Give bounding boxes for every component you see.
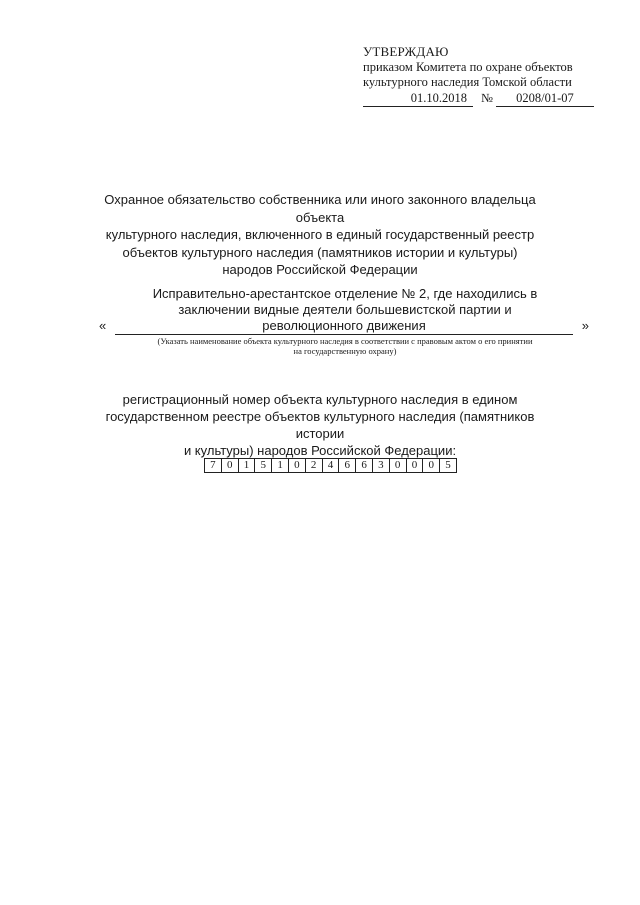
approval-number-sign: №: [481, 90, 493, 105]
registration-line-3: и культуры) народов Российской Федерации:: [183, 443, 457, 458]
note-line-1: (Указать наименование объекта культурного наследия в соответствии с правовым актом о его принятии: [157, 336, 533, 346]
quote-open: «: [99, 318, 107, 333]
document-title: [80, 191, 560, 279]
object-name-line-3: революционного движения: [115, 318, 573, 335]
digit-cell: 1: [272, 459, 289, 473]
digit-cell: 6: [356, 459, 373, 473]
digit-cell: 2: [306, 459, 323, 473]
approval-line-1: приказом Комитета по охране объектов: [363, 59, 573, 74]
digit-cell: 4: [323, 459, 340, 473]
digit-cell: 0: [423, 459, 440, 473]
approval-date: 01.10.2018: [363, 91, 473, 108]
object-name-line-1: Исправительно-арестантское отделение № 2, где находились в: [152, 286, 538, 301]
registration-text: [80, 391, 560, 459]
title-line-2: культурного наследия, включенного в единый государственный реестр: [105, 227, 535, 242]
approval-date-number-row: [363, 91, 603, 107]
title-line-4: народов Российской Федерации: [222, 262, 418, 277]
digit-cell: 3: [373, 459, 390, 473]
digit-cell: 0: [390, 459, 407, 473]
object-name-line-2: заключении видные деятели большевистской партии и: [178, 302, 512, 317]
digit-cell: 0: [222, 459, 239, 473]
registration-line-1: регистрационный номер объекта культурного наследия в едином: [122, 392, 518, 407]
note-line-2: на государственную охрану): [293, 346, 397, 356]
digit-cell: 0: [407, 459, 424, 473]
title-line-1: Охранное обязательство собственника или иного законного владельца объекта: [104, 192, 536, 225]
digit-cell: 5: [440, 459, 457, 473]
object-name-note: [95, 336, 595, 356]
digit-cell: 0: [289, 459, 306, 473]
digit-cell: 7: [205, 459, 222, 473]
digit-cell: 1: [239, 459, 256, 473]
approval-line-2: культурного наследия Томской области: [363, 75, 572, 89]
object-name-block: [95, 286, 595, 356]
registration-line-2: государственном реестре объектов культурного наследия (памятников истории: [105, 409, 535, 441]
digit-cell: 6: [339, 459, 356, 473]
quote-close: »: [581, 318, 589, 333]
approval-block: [363, 44, 603, 107]
object-name-underlined-row: [95, 318, 595, 335]
approval-number: 0208/01-07: [496, 91, 594, 108]
approval-heading: УТВЕРЖДАЮ: [363, 44, 449, 59]
title-line-3: объектов культурного наследия (памятников истории и культуры): [122, 244, 518, 260]
digit-cell: 5: [255, 459, 272, 473]
registration-number-grid: [204, 458, 457, 473]
